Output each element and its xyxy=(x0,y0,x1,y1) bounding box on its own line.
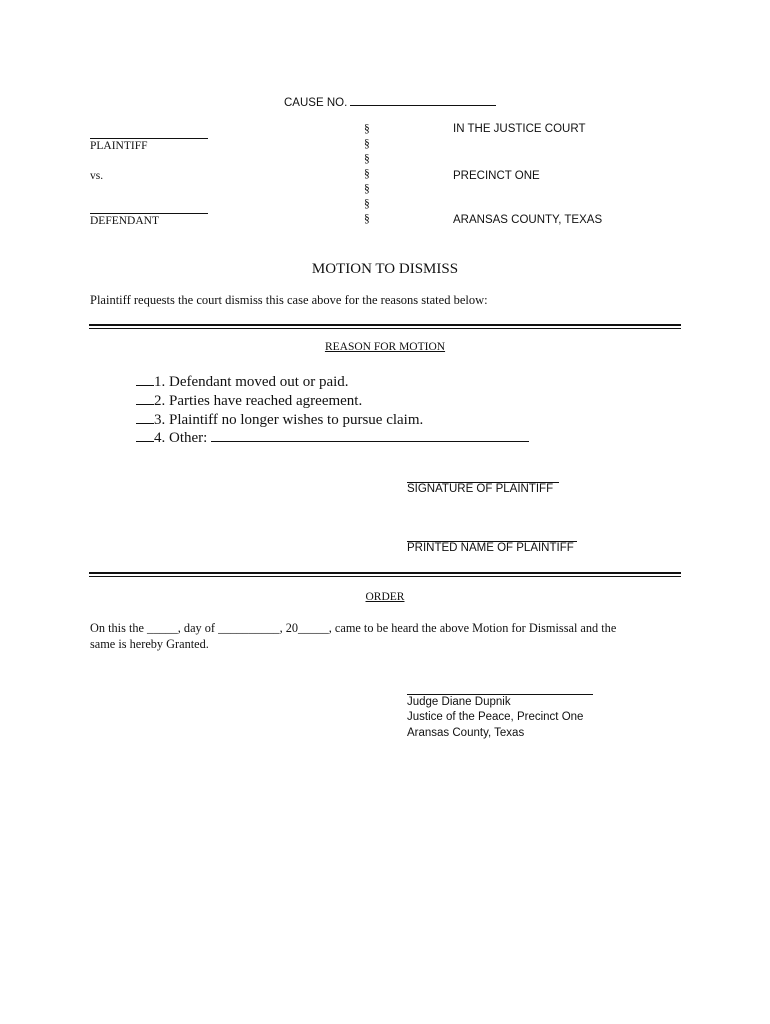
reason-text: 2. Parties have reached agreement. xyxy=(154,393,363,409)
plaintiff-name-line[interactable] xyxy=(90,138,208,139)
judge-signature-line[interactable] xyxy=(407,694,593,695)
defendant-label: DEFENDANT xyxy=(90,215,159,227)
section-symbol: § xyxy=(364,138,370,150)
court-name: IN THE JUSTICE COURT xyxy=(453,123,586,135)
section-divider xyxy=(89,572,681,574)
section-symbol: § xyxy=(364,168,370,180)
reason-checkbox-line[interactable] xyxy=(136,391,154,405)
signature-label: SIGNATURE OF PLAINTIFF xyxy=(407,483,554,495)
cause-number-field[interactable] xyxy=(350,94,496,106)
printed-name-label: PRINTED NAME OF PLAINTIFF xyxy=(407,542,574,554)
motion-title: MOTION TO DISMISS xyxy=(311,261,459,277)
cause-number-label: CAUSE NO. xyxy=(284,97,348,109)
reason-text: 4. Other: xyxy=(154,430,208,446)
section-divider xyxy=(89,328,681,329)
precinct-name: PRECINCT ONE xyxy=(453,170,540,182)
section-divider xyxy=(89,324,681,326)
reason-option-3[interactable] xyxy=(136,410,423,429)
reason-option-4[interactable] xyxy=(136,428,529,447)
reason-option-2[interactable] xyxy=(136,391,362,410)
judge-county: Aransas County, Texas xyxy=(407,727,525,739)
motion-intro: Plaintiff requests the court dismiss this case above for the reasons stated below: xyxy=(90,293,488,307)
judge-name: Judge Diane Dupnik xyxy=(407,696,511,708)
judge-title: Justice of the Peace, Precinct One xyxy=(407,711,584,723)
order-text-line-1: On this the _____, day of __________, 20_____, came to be heard the above Motion for Dismissal and the xyxy=(90,621,617,635)
reason-text: 1. Defendant moved out or paid. xyxy=(154,374,349,390)
reason-checkbox-line[interactable] xyxy=(136,428,154,442)
order-heading: ORDER xyxy=(365,591,405,603)
reason-text: 3. Plaintiff no longer wishes to pursue claim. xyxy=(154,412,424,428)
order-text-line-2: same is hereby Granted. xyxy=(90,637,209,651)
plaintiff-label: PLAINTIFF xyxy=(90,140,148,152)
section-symbol: § xyxy=(364,213,370,225)
section-symbol: § xyxy=(364,123,370,135)
section-symbol: § xyxy=(364,198,370,210)
section-divider xyxy=(89,576,681,577)
section-symbol: § xyxy=(364,153,370,165)
other-reason-field[interactable] xyxy=(211,428,529,442)
vs-label: vs. xyxy=(90,170,104,182)
reason-heading: REASON FOR MOTION xyxy=(324,341,446,353)
county-name: ARANSAS COUNTY, TEXAS xyxy=(453,214,603,226)
cause-number-line xyxy=(284,94,496,109)
defendant-name-line[interactable] xyxy=(90,213,208,214)
reason-option-1[interactable] xyxy=(136,372,349,391)
reason-checkbox-line[interactable] xyxy=(136,372,154,386)
section-symbol: § xyxy=(364,183,370,195)
reason-checkbox-line[interactable] xyxy=(136,410,154,424)
